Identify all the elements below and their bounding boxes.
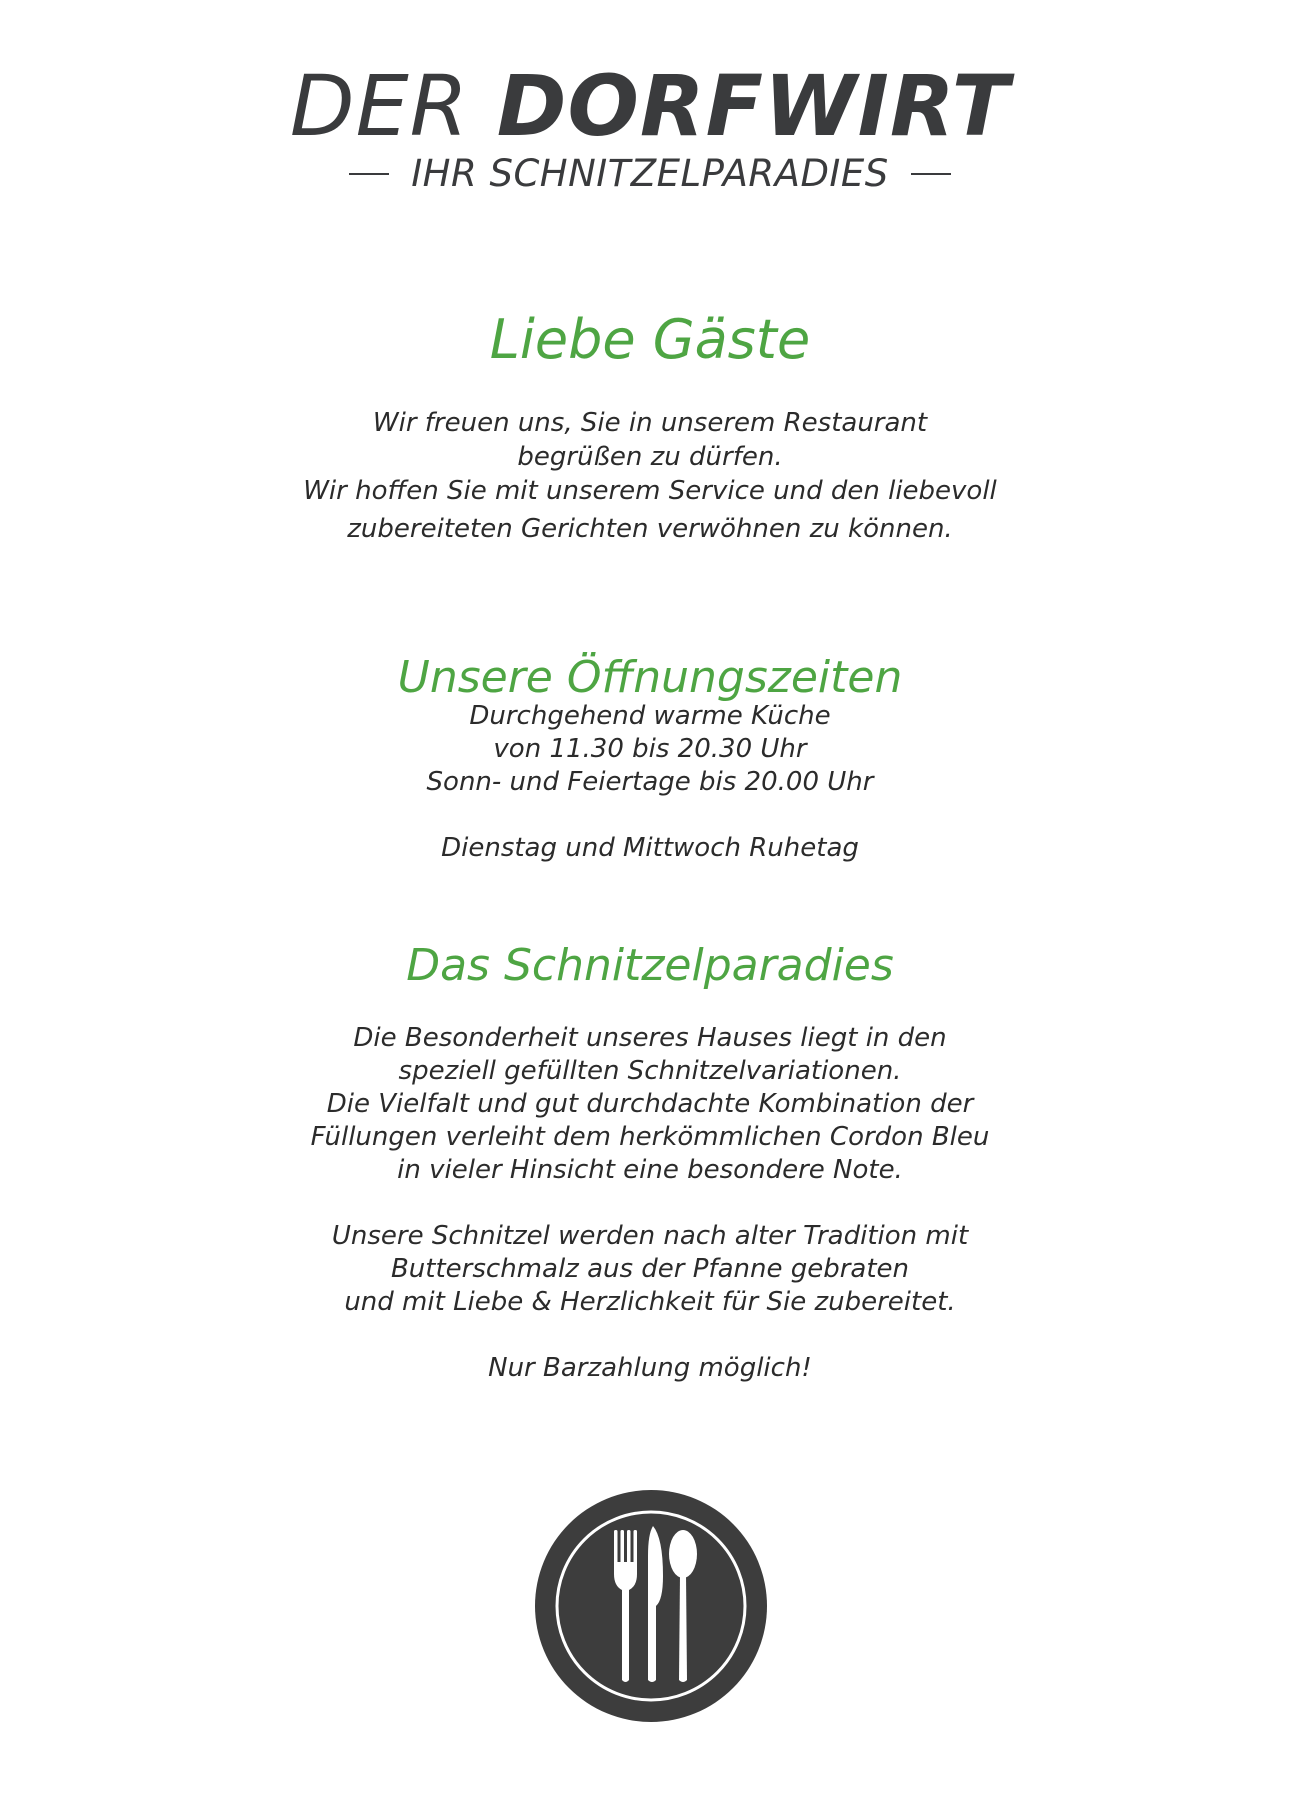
welcome-line: zubereiteten Gerichten verwöhnen zu können. [347, 514, 953, 544]
paradise-line: Die Besonderheit unseres Hauses liegt in den [353, 1023, 947, 1053]
tagline-row [0, 152, 1300, 196]
tagline-dash-left [349, 173, 389, 175]
payment-note: Nur Barzahlung möglich! [488, 1353, 812, 1383]
brand-word-der: DER [289, 57, 497, 155]
schnitzel-paradise-text [0, 1022, 1300, 1385]
tradition-line: und mit Liebe & Herzlichkeit für Sie zubereitet. [344, 1287, 956, 1317]
schnitzel-paradise-heading: Das Schnitzelparadies [406, 940, 894, 991]
hours-line: von 11.30 bis 20.30 Uhr [493, 734, 807, 764]
paradise-line: in vieler Hinsicht eine besondere Note. [397, 1155, 903, 1185]
brand-word-dorfwirt: DORFWIRT [496, 57, 1011, 155]
tagline: IHR SCHNITZELPARADIES [411, 152, 889, 195]
welcome-line: Wir hoffen Sie mit unserem Service und den liebevoll [303, 476, 997, 506]
hours-line: Sonn- und Feiertage bis 20.00 Uhr [426, 767, 874, 797]
welcome-text [0, 406, 1300, 546]
opening-hours-text [0, 700, 1300, 865]
paradise-line: Füllungen verleiht dem herkömmlichen Cordon Bleu [310, 1122, 990, 1152]
welcome-line: begrüßen zu dürfen. [517, 442, 783, 472]
tradition-line: Butterschmalz aus der Pfanne gebraten [390, 1254, 910, 1284]
closed-days: Dienstag und Mittwoch Ruhetag [441, 833, 859, 863]
opening-hours-heading: Unsere Öffnungszeiten [397, 652, 903, 703]
hours-line: Durchgehend warme Küche [469, 701, 831, 731]
tradition-line: Unsere Schnitzel werden nach alter Tradition mit [331, 1221, 969, 1251]
brand-logo [0, 58, 1300, 154]
welcome-heading: Liebe Gäste [489, 308, 811, 371]
paradise-line: Die Vielfalt und gut durchdachte Kombination der [326, 1089, 974, 1119]
paradise-line: speziell gefüllten Schnitzelvariationen. [398, 1056, 902, 1086]
tagline-dash-right [911, 173, 951, 175]
plate-cutlery-icon [535, 1490, 767, 1722]
welcome-line: Wir freuen uns, Sie in unserem Restaurant [372, 408, 928, 438]
